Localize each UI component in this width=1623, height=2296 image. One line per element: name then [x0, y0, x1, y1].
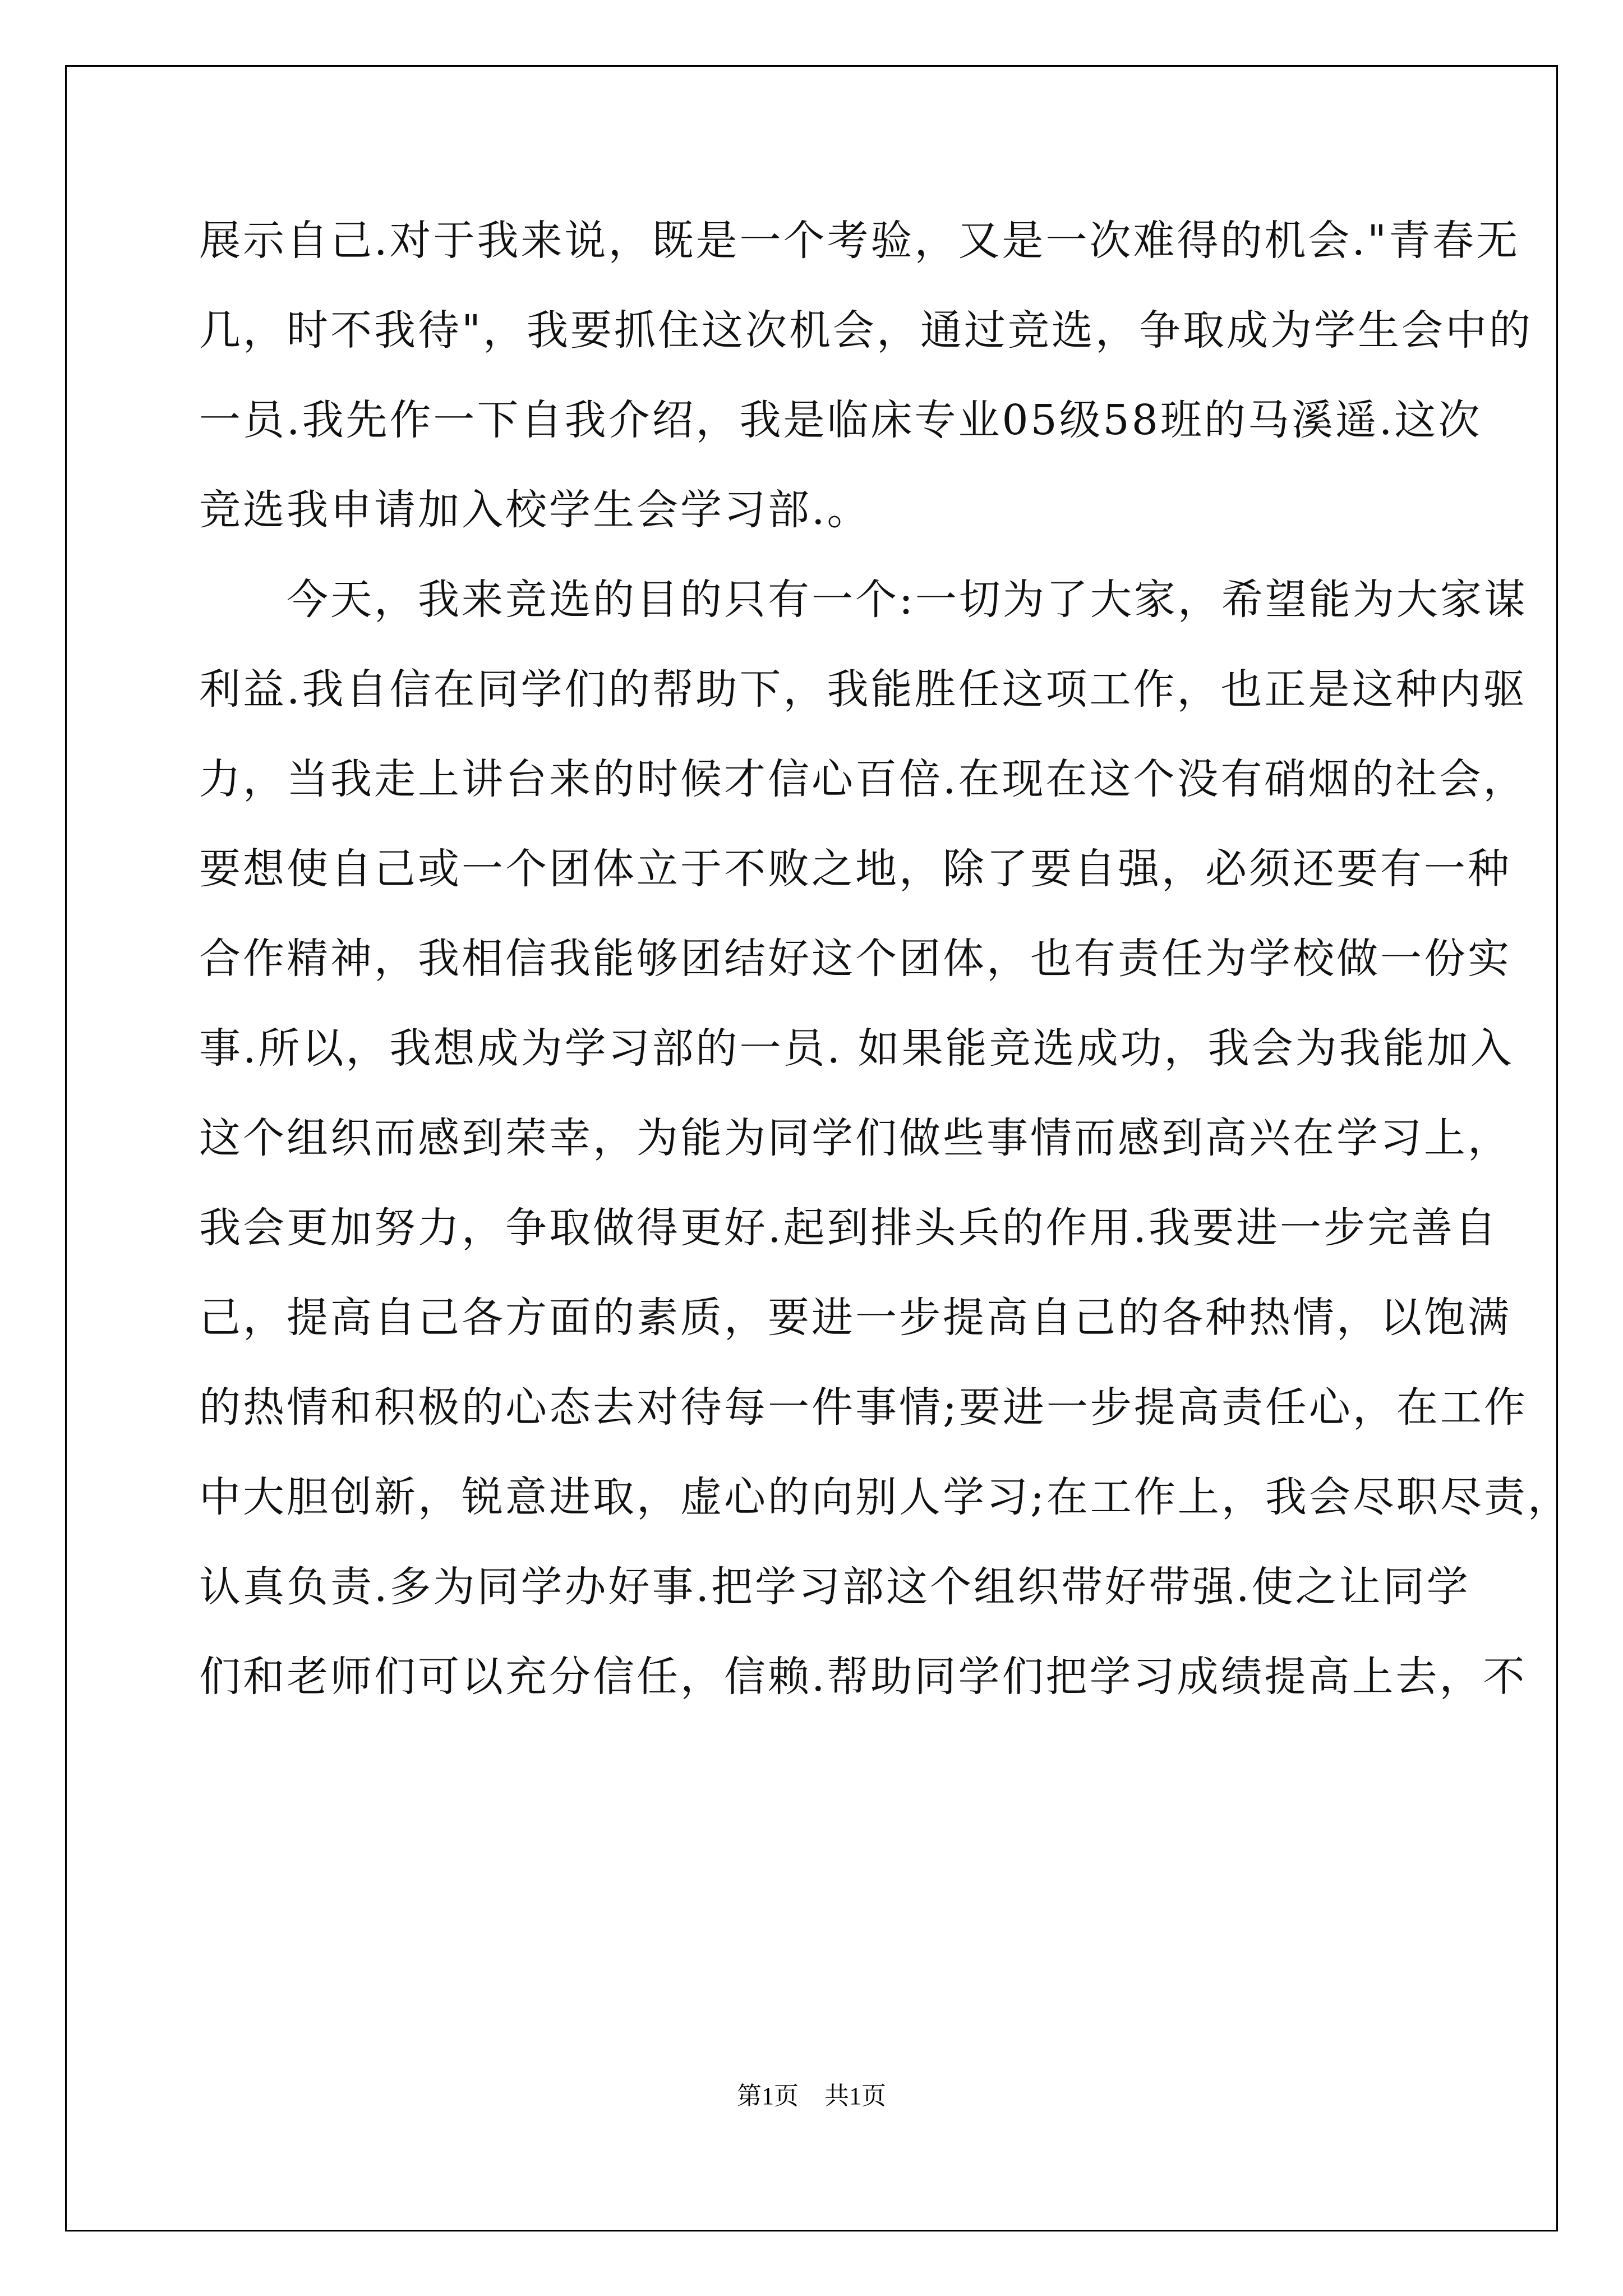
text-line: 合作精神，我相信我能够团结好这个团体，也有责任为学校做一份实 — [199, 935, 1511, 983]
text-line: 一员.我先作一下自我介绍，我是临床专业05级58班的马溪遥.这次 — [199, 396, 1482, 444]
text-line: 力，当我走上讲台来的时候才信心百倍.在现在这个没有硝烟的社会， — [199, 755, 1527, 803]
page-total: 共1页 — [824, 2082, 886, 2110]
text-line: 竞选我申请加入校学生会学习部.。 — [199, 486, 871, 534]
text-line: 中大胆创新，锐意进取，虚心的向别人学习;在工作上，我会尽职尽责， — [199, 1473, 1571, 1521]
text-line: 的热情和积极的心态去对待每一件事情;要进一步提高责任心，在工作 — [199, 1383, 1528, 1432]
text-line: 这个组织而感到荣幸，为能为同学们做些事情而感到高兴在学习上， — [199, 1114, 1511, 1162]
document-body — [199, 196, 1571, 1722]
text-line: 利益.我自信在同学们的帮助下，我能胜任这项工作，也正是这种内驱 — [199, 665, 1527, 714]
text-line: 我会更加努力，争取做得更好.起到排头兵的作用.我要进一步完善自 — [199, 1204, 1499, 1252]
text-line: 认真负责.多为同学办好事.把学习部这个组织带好带强.使之让同学 — [199, 1563, 1470, 1611]
text-line: 展示自己.对于我来说，既是一个考验，又是一次难得的机会."青春无 — [199, 217, 1520, 265]
text-line: 今天，我来竞选的目的只有一个:一切为了大家，希望能为大家谋 — [199, 576, 1528, 624]
text-line: 几，时不我待"，我要抓住这次机会，通过竞选，争取成为学生会中的 — [199, 306, 1533, 355]
text-line: 己，提高自己各方面的素质，要进一步提高自己的各种热情，以饱满 — [199, 1294, 1511, 1342]
page-number: 第1页 — [737, 2082, 799, 2110]
text-line: 要想使自己或一个团体立于不败之地，除了要自强，必须还要有一种 — [199, 845, 1511, 893]
page-footer — [0, 2076, 1623, 2111]
text-line: 们和老师们可以充分信任，信赖.帮助同学们把学习成绩提高上去，不 — [199, 1653, 1527, 1701]
text-line: 事.所以，我想成为学习部的一员. 如果能竞选成功，我会为我能加入 — [199, 1024, 1514, 1073]
